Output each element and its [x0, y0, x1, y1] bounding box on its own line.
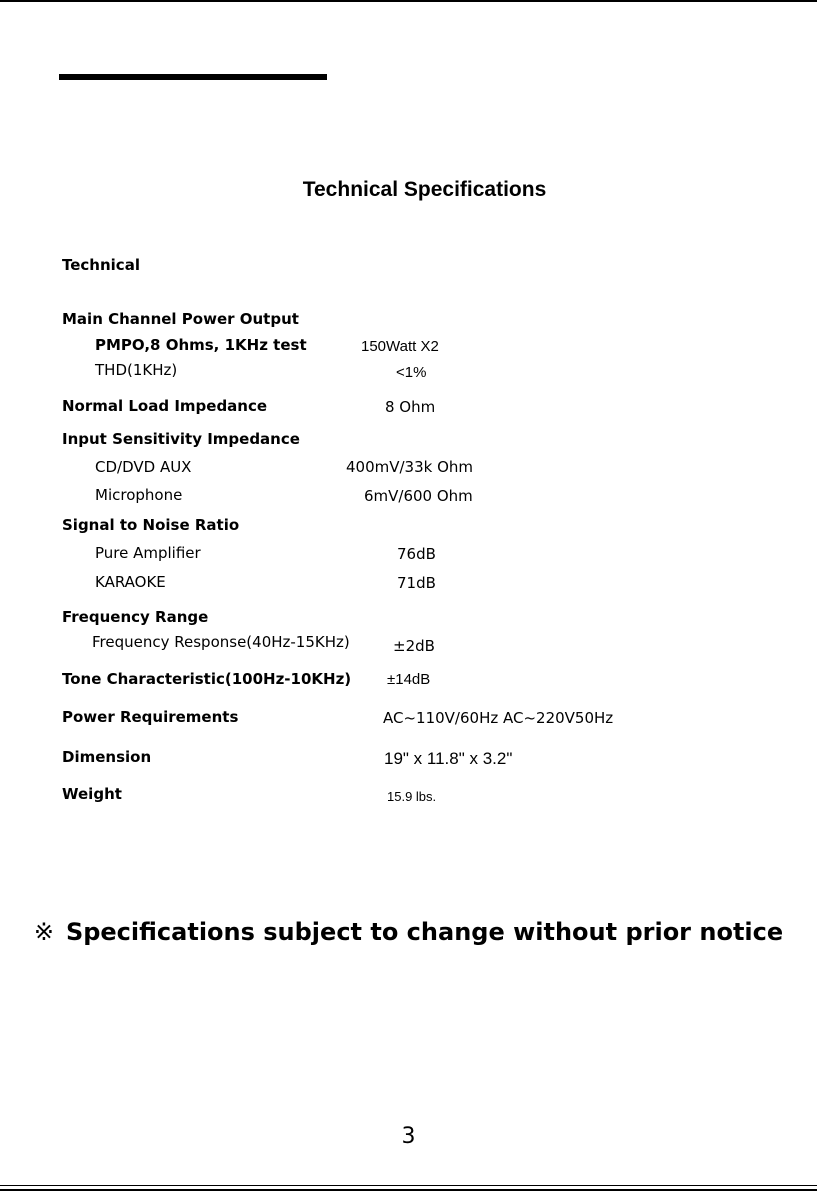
spec-sublabel-frequency-response: Frequency Response(40Hz-15KHz): [92, 633, 350, 651]
spec-value-thd: <1%: [396, 364, 427, 381]
spec-label-main-power: Main Channel Power Output: [62, 310, 299, 328]
spec-label-load-impedance: Normal Load Impedance: [62, 397, 268, 415]
spec-label-dimension: Dimension: [62, 748, 152, 766]
spec-value-microphone: 6mV/600 Ohm: [364, 487, 473, 505]
spec-value-cd-dvd: 400mV/33k Ohm: [346, 458, 474, 476]
heading-bar: [59, 74, 327, 80]
spec-label-weight: Weight: [62, 785, 122, 803]
bottom-rule-upper: [0, 1185, 817, 1186]
spec-label-snr: Signal to Noise Ratio: [62, 516, 240, 534]
spec-value-load-impedance: 8 Ohm: [385, 398, 436, 416]
spec-value-power: AC~110V/60Hz AC~220V50Hz: [383, 709, 614, 727]
spec-label-input-sensitivity: Input Sensitivity Impedance: [62, 430, 300, 448]
bottom-rule-lower: [0, 1189, 817, 1191]
spec-value-weight: 15.9 lbs.: [387, 789, 437, 804]
change-notice: [0, 918, 817, 946]
spec-label-frequency-range: Frequency Range: [62, 608, 209, 626]
page-number: 3: [401, 1124, 416, 1149]
top-rule: [0, 0, 817, 2]
spec-sublabel-microphone: Microphone: [95, 486, 183, 504]
spec-value-pmpo: 150Watt X2: [361, 338, 439, 355]
spec-sublabel-karaoke: KARAOKE: [95, 573, 166, 591]
reference-mark-icon: ※: [33, 918, 54, 946]
spec-label-power: Power Requirements: [62, 708, 239, 726]
spec-sublabel-thd: THD(1KHz): [95, 361, 178, 379]
change-notice-text: Specifications subject to change without prior notice: [65, 918, 784, 946]
section-heading: Technical: [62, 256, 140, 274]
spec-sublabel-pure-amplifier: Pure Amplifier: [95, 544, 201, 562]
spec-value-tone: ±14dB: [387, 671, 431, 688]
spec-label-tone: Tone Characteristic(100Hz-10KHz): [62, 670, 352, 688]
spec-value-frequency-response: ±2dB: [393, 637, 435, 655]
spec-value-karaoke: 71dB: [397, 574, 436, 592]
spec-sublabel-cd-dvd: CD/DVD AUX: [95, 458, 192, 476]
spec-value-dimension: 19" x 11.8" x 3.2": [384, 749, 513, 768]
spec-value-pure-amplifier: 76dB: [397, 545, 436, 563]
spec-sublabel-pmpo: PMPO,8 Ohms, 1KHz test: [95, 336, 307, 354]
page-title: Technical Specifications: [302, 178, 547, 201]
